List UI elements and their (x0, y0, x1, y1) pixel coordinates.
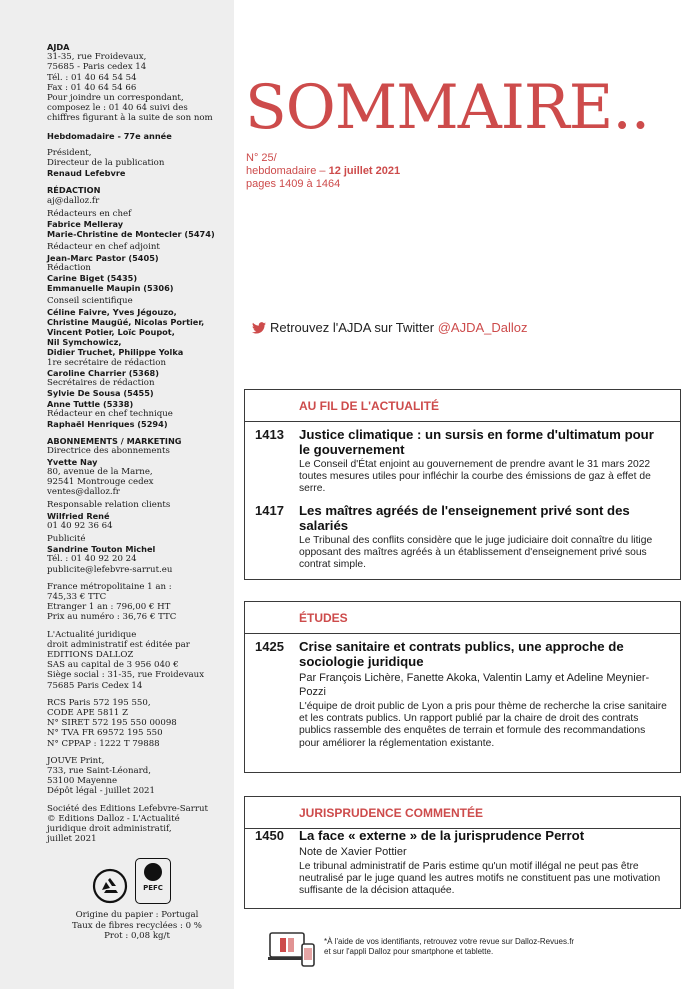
masthead-line: Sylvie De Sousa (5455) (47, 388, 154, 399)
tree-icon (144, 863, 162, 881)
masthead-line: Siège social : 31-35, rue Froidevaux (47, 670, 205, 681)
masthead-line: © Editions Dalloz - L'Actualité (47, 813, 180, 824)
masthead-line: 75685 Paris Cedex 14 (47, 680, 143, 691)
section-title: JURISPRUDENCE COMMENTÉE (299, 806, 484, 820)
issue-number: N° 25/ (246, 152, 277, 164)
masthead-line[interactable]: aj@dalloz.fr (47, 195, 100, 206)
entry-description: L'équipe de droit public de Lyon a pris pour thème de recherche la crise sanitaire et les contrats publics. Un rapport publié par la chaire de droit des contrats publics rassemble des enquêtes de terrain et formule des recommandations pour améliorer la réglementation existante. (299, 701, 667, 749)
masthead-line: Renaud Lefebvre (47, 168, 126, 179)
masthead-line: chiffres figurant à la suite de son nom (47, 113, 213, 124)
entry-author: Par François Lichère, Fanette Akoka, Valentin Lamy et Adeline Meynier-Pozzi (299, 672, 650, 698)
masthead-line: Marie-Christine de Montecler (5474) (47, 229, 215, 240)
masthead-line: Pour joindre un correspondant, (47, 93, 184, 104)
masthead-line: Christine Maugüé, Nicolas Portier, (47, 316, 205, 327)
masthead-line[interactable]: publicite@lefebvre-sarrut.eu (47, 564, 173, 575)
masthead-line: AJDA (47, 42, 70, 52)
masthead-line: Wilfried René (47, 510, 110, 521)
footer-note (268, 930, 688, 970)
pefc-logo (135, 858, 171, 904)
masthead-line: Tél. : 01 40 92 20 24 (47, 554, 137, 565)
masthead-line: Sandrine Touton Michel (47, 544, 156, 555)
masthead-line: 53100 Mayenne (47, 776, 118, 787)
masthead-line: SAS au capital de 3 956 040 € (47, 660, 179, 671)
masthead-line: Rédacteur en chef adjoint (47, 242, 160, 253)
masthead-line: Emmanuelle Maupin (5306) (47, 283, 174, 294)
origin-line: Taux de fibres recyclées : 0 % (72, 920, 202, 931)
masthead-line: Vincent Potier, Loïc Poupot, (47, 327, 175, 338)
spacer (47, 691, 229, 698)
masthead-line: Rédacteurs en chef (47, 208, 132, 219)
masthead-line: Société des Editions Lefebvre-Sarrut (47, 803, 209, 814)
origin-line: Prot : 0,08 kg/t (104, 931, 170, 941)
issue-info (246, 152, 400, 191)
masthead-line: Dépôt légal - juillet 2021 (47, 786, 155, 797)
page-number: 1417 (255, 503, 284, 518)
entry-title[interactable]: Crise sanitaire et contrats publics, une approche de sociologie juridique (299, 639, 624, 669)
recycle-icon (92, 868, 128, 904)
entry-description: Le Tribunal des conflits considère que le juge judiciaire doit connaître du litige opposant des maîtres agréés à un établissement d'enseignement privé sous contrat simple. (299, 535, 653, 571)
masthead-line: Carine Biget (5435) (47, 273, 138, 284)
masthead-line: Secrétaires de rédaction (47, 378, 155, 389)
masthead-line: composez le : 01 40 64 suivi des (47, 103, 188, 114)
masthead (47, 42, 229, 844)
masthead-line: N° SIRET 572 195 550 00098 (47, 718, 177, 729)
devices-icon (268, 930, 318, 970)
spacer (47, 124, 229, 131)
paper-origin (62, 910, 212, 942)
masthead-line: Président, (47, 147, 92, 158)
masthead-line[interactable]: ventes@dalloz.fr (47, 487, 120, 498)
toc-entry[interactable] (255, 828, 668, 898)
masthead-line: Fax : 01 40 64 54 66 (47, 82, 137, 93)
masthead-line: juillet 2021 (47, 834, 97, 845)
masthead-line: Raphaël Henriques (5294) (47, 418, 168, 429)
masthead-line: 745,33 € TTC (47, 591, 107, 602)
masthead-line: 31-35, rue Froidevaux, (47, 52, 147, 63)
masthead-line: CODE APE 5811 Z (47, 707, 129, 718)
masthead-line: juridique droit administratif, (47, 824, 172, 835)
masthead-line: Céline Faivre, Yves Jégouzo, (47, 306, 177, 317)
spacer (47, 749, 229, 756)
toc-entry[interactable] (255, 503, 668, 572)
masthead-line: Rédacteur en chef technique (47, 408, 173, 419)
masthead-line: Publicité (47, 533, 86, 544)
masthead-line: N° CPPAP : 1222 T 79888 (47, 738, 160, 749)
spacer (47, 575, 229, 582)
masthead-line: Prix au numéro : 36,76 € TTC (47, 612, 177, 623)
pefc-label: PEFC (143, 884, 163, 892)
section-etudes (244, 601, 681, 773)
masthead-line: Yvette Nay (47, 456, 98, 467)
masthead-line: Conseil scientifique (47, 296, 133, 307)
spacer (47, 797, 229, 804)
masthead-line: Directrice des abonnements (47, 446, 170, 457)
masthead-line: Caroline Charrier (5368) (47, 367, 159, 378)
issue-frequency: hebdomadaire – (246, 165, 326, 177)
section-title: AU FIL DE L'ACTUALITÉ (299, 399, 439, 413)
origin-line: Origine du papier : Portugal (75, 910, 199, 920)
page-title: SOMMAIRE.. (245, 72, 650, 143)
masthead-line: ABONNEMENTS / MARKETING (47, 436, 182, 447)
masthead-line: RÉDACTION (47, 185, 101, 196)
divider (245, 633, 680, 634)
issue-date: 12 juillet 2021 (328, 165, 401, 177)
footer-text (324, 937, 684, 957)
masthead-line: RCS Paris 572 195 550, (47, 697, 151, 708)
toc-entry[interactable] (255, 427, 668, 496)
masthead-line: Didier Truchet, Philippe Yolka (47, 347, 184, 358)
entry-description: Le Conseil d'État enjoint au gouvernement de prendre avant le 31 mars 2022 toutes mesures utiles pour infléchir la courbe des émissions de gaz à effet de serre. (299, 459, 651, 495)
footer-line: *À l'aide de vos identifiants, retrouvez votre revue sur Dalloz-Revues.fr (324, 937, 575, 946)
twitter-handle[interactable]: @AJDA_Dalloz (437, 320, 528, 335)
entry-title[interactable]: La face « externe » de la jurisprudence Perrot (299, 828, 585, 843)
divider (245, 421, 680, 422)
masthead-line: 733, rue Saint-Léonard, (47, 766, 151, 776)
masthead-line: N° TVA FR 69572 195 550 (47, 728, 163, 739)
toc-entry[interactable] (255, 639, 668, 750)
sidebar (0, 0, 234, 989)
spacer (47, 623, 229, 630)
masthead-line: Rédaction (47, 262, 91, 273)
masthead-line: Jean-Marc Pastor (5405) (47, 252, 159, 263)
masthead-line: 1re secrétaire de rédaction (47, 357, 167, 368)
twitter-text: Retrouvez l'AJDA sur Twitter (270, 320, 435, 335)
section-title: ÉTUDES (299, 611, 348, 625)
entry-title[interactable]: Justice climatique : un sursis en forme d'ultimatum pour le gouvernement (299, 427, 654, 457)
entry-author: Note de Xavier Pottier (299, 846, 407, 858)
section-actualite (244, 389, 681, 580)
masthead-line: Tél. : 01 40 64 54 54 (47, 72, 137, 83)
spacer (47, 429, 229, 436)
masthead-line: France métropolitaine 1 an : (47, 581, 172, 592)
masthead-line: Hebdomadaire - 77e année (47, 130, 172, 141)
issue-date-line (246, 165, 400, 178)
page-number: 1450 (255, 828, 284, 843)
page-number: 1425 (255, 639, 284, 654)
masthead-line: L'Actualité juridique (47, 629, 137, 640)
eco-logos (92, 858, 182, 906)
twitter-promo[interactable] (252, 320, 527, 335)
masthead-line: 80, avenue de la Marne, (47, 466, 153, 477)
masthead-line: droit administratif est éditée par (47, 639, 190, 650)
masthead-line: 92541 Montrouge cedex (47, 476, 154, 487)
masthead-line: 01 40 92 36 64 (47, 520, 113, 531)
entry-title[interactable]: Les maîtres agréés de l'enseignement privé sont des salariés (299, 503, 630, 533)
page-number: 1413 (255, 427, 284, 442)
masthead-line: Nil Symchowicz, (47, 337, 122, 348)
masthead-line: JOUVE Print, (47, 755, 105, 766)
masthead-line: Directeur de la publication (47, 158, 165, 169)
masthead-line: Etranger 1 an : 796,00 € HT (47, 602, 171, 613)
twitter-icon (252, 322, 266, 334)
masthead-line: 75685 - Paris cedex 14 (47, 62, 147, 73)
spacer (47, 141, 229, 148)
footer-line: et sur l'appli Dalloz pour smartphone et tablette. (324, 947, 494, 956)
issue-pages: pages 1409 à 1464 (246, 178, 341, 190)
masthead-line: Responsable relation clients (47, 500, 171, 511)
section-jurisprudence (244, 796, 681, 909)
masthead-line: Anne Tuttle (5338) (47, 398, 134, 409)
masthead-line: EDITIONS DALLOZ (47, 649, 134, 660)
entry-description: Le tribunal administratif de Paris estime qu'un motif illégal ne peut pas être neutralisé par le juge quand les autres motifs ne constituent pas une motivation suffisante de la décision attaquée. (299, 861, 661, 897)
masthead-line: Fabrice Melleray (47, 219, 124, 230)
